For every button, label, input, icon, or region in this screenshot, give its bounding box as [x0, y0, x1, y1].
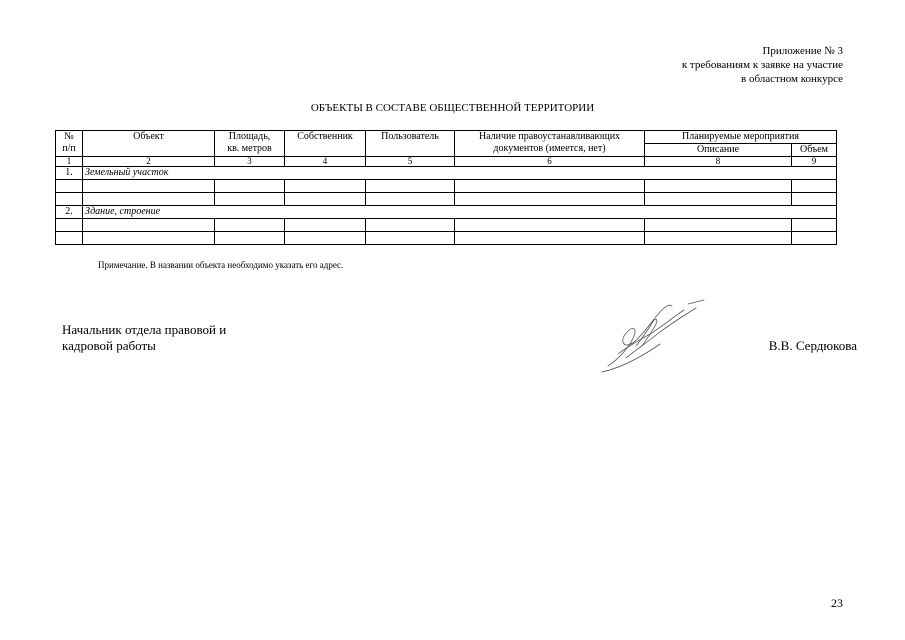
table-cell	[83, 193, 215, 206]
header-description: Описание	[645, 144, 792, 157]
table-cell	[455, 219, 645, 232]
table-cell	[215, 193, 285, 206]
table-cell	[56, 219, 83, 232]
header-planned: Планируемые мероприятия	[645, 131, 837, 144]
table-cell	[56, 232, 83, 245]
section-row-land	[56, 167, 837, 180]
document-title: ОБЪЕКТЫ В СОСТАВЕ ОБЩЕСТВЕННОЙ ТЕРРИТОРИИ	[310, 102, 595, 114]
signatory-position	[62, 322, 226, 354]
table-cell	[285, 193, 366, 206]
header-object: Объект	[83, 131, 215, 157]
header-user: Пользователь	[366, 131, 455, 157]
column-number: 2	[83, 157, 215, 167]
header-owner: Собственник	[285, 131, 366, 157]
header-num-line1: №	[64, 131, 74, 142]
header-area-line2: кв. метров	[227, 143, 272, 154]
table-cell	[56, 193, 83, 206]
column-number: 6	[455, 157, 645, 167]
column-number: 4	[285, 157, 366, 167]
header-area	[215, 131, 285, 157]
table-cell	[366, 193, 455, 206]
header-num	[56, 131, 83, 157]
table-cell	[455, 193, 645, 206]
header-volume: Объем	[792, 144, 837, 157]
table-cell	[645, 219, 792, 232]
column-number: 3	[215, 157, 285, 167]
table-cell	[83, 232, 215, 245]
header-docs-line2: документов (имеется, нет)	[493, 143, 606, 154]
table-cell	[215, 180, 285, 193]
table-cell	[645, 180, 792, 193]
table-cell	[285, 219, 366, 232]
table-cell	[645, 193, 792, 206]
section-label: Здание, строение	[83, 206, 837, 219]
table-cell	[56, 180, 83, 193]
section-row-building	[56, 206, 837, 219]
handwritten-signature	[600, 296, 710, 374]
table-cell	[792, 219, 837, 232]
signatory-position-line1: Начальник отдела правовой и	[62, 322, 227, 337]
table-cell	[792, 180, 837, 193]
header-docs-line1: Наличие правоустанавливающих	[478, 131, 621, 142]
table-row	[56, 219, 837, 232]
table-cell	[285, 232, 366, 245]
table-row	[56, 193, 837, 206]
section-number: 2.	[56, 206, 83, 219]
table-cell	[215, 232, 285, 245]
header-area-line1: Площадь,	[228, 131, 271, 142]
table-cell	[285, 180, 366, 193]
table-header-row-1	[56, 131, 837, 144]
section-label: Земельный участок	[83, 167, 837, 180]
column-number: 5	[366, 157, 455, 167]
column-number: 1	[56, 157, 83, 167]
column-number: 9	[792, 157, 837, 167]
appendix-line-2: к требованиям к заявке на участие	[681, 59, 843, 71]
table-cell	[366, 180, 455, 193]
table-cell	[83, 180, 215, 193]
appendix-header	[682, 44, 843, 86]
table-cell	[792, 193, 837, 206]
appendix-line-3: в областном конкурсе	[741, 73, 843, 85]
signatory-position-line2: кадровой работы	[62, 338, 156, 353]
table-row	[56, 180, 837, 193]
appendix-line-1: Приложение № 3	[762, 45, 843, 57]
table-row	[56, 232, 837, 245]
signatory-name: В.В. Сердюкова	[768, 338, 857, 353]
section-number: 1.	[56, 167, 83, 180]
page-number: 23	[831, 596, 843, 610]
table-cell	[83, 219, 215, 232]
table-cell	[455, 232, 645, 245]
table-cell	[215, 219, 285, 232]
table-cell	[366, 232, 455, 245]
table-cell	[645, 232, 792, 245]
table-cell	[366, 219, 455, 232]
table-cell	[455, 180, 645, 193]
header-docs	[455, 131, 645, 157]
table-note: Примечание. В названии объекта необходимо указать его адрес.	[98, 260, 344, 270]
column-number-row	[56, 157, 837, 167]
table-cell	[792, 232, 837, 245]
objects-table	[55, 130, 837, 245]
column-number: 8	[645, 157, 792, 167]
header-num-line2: п/п	[62, 143, 76, 154]
